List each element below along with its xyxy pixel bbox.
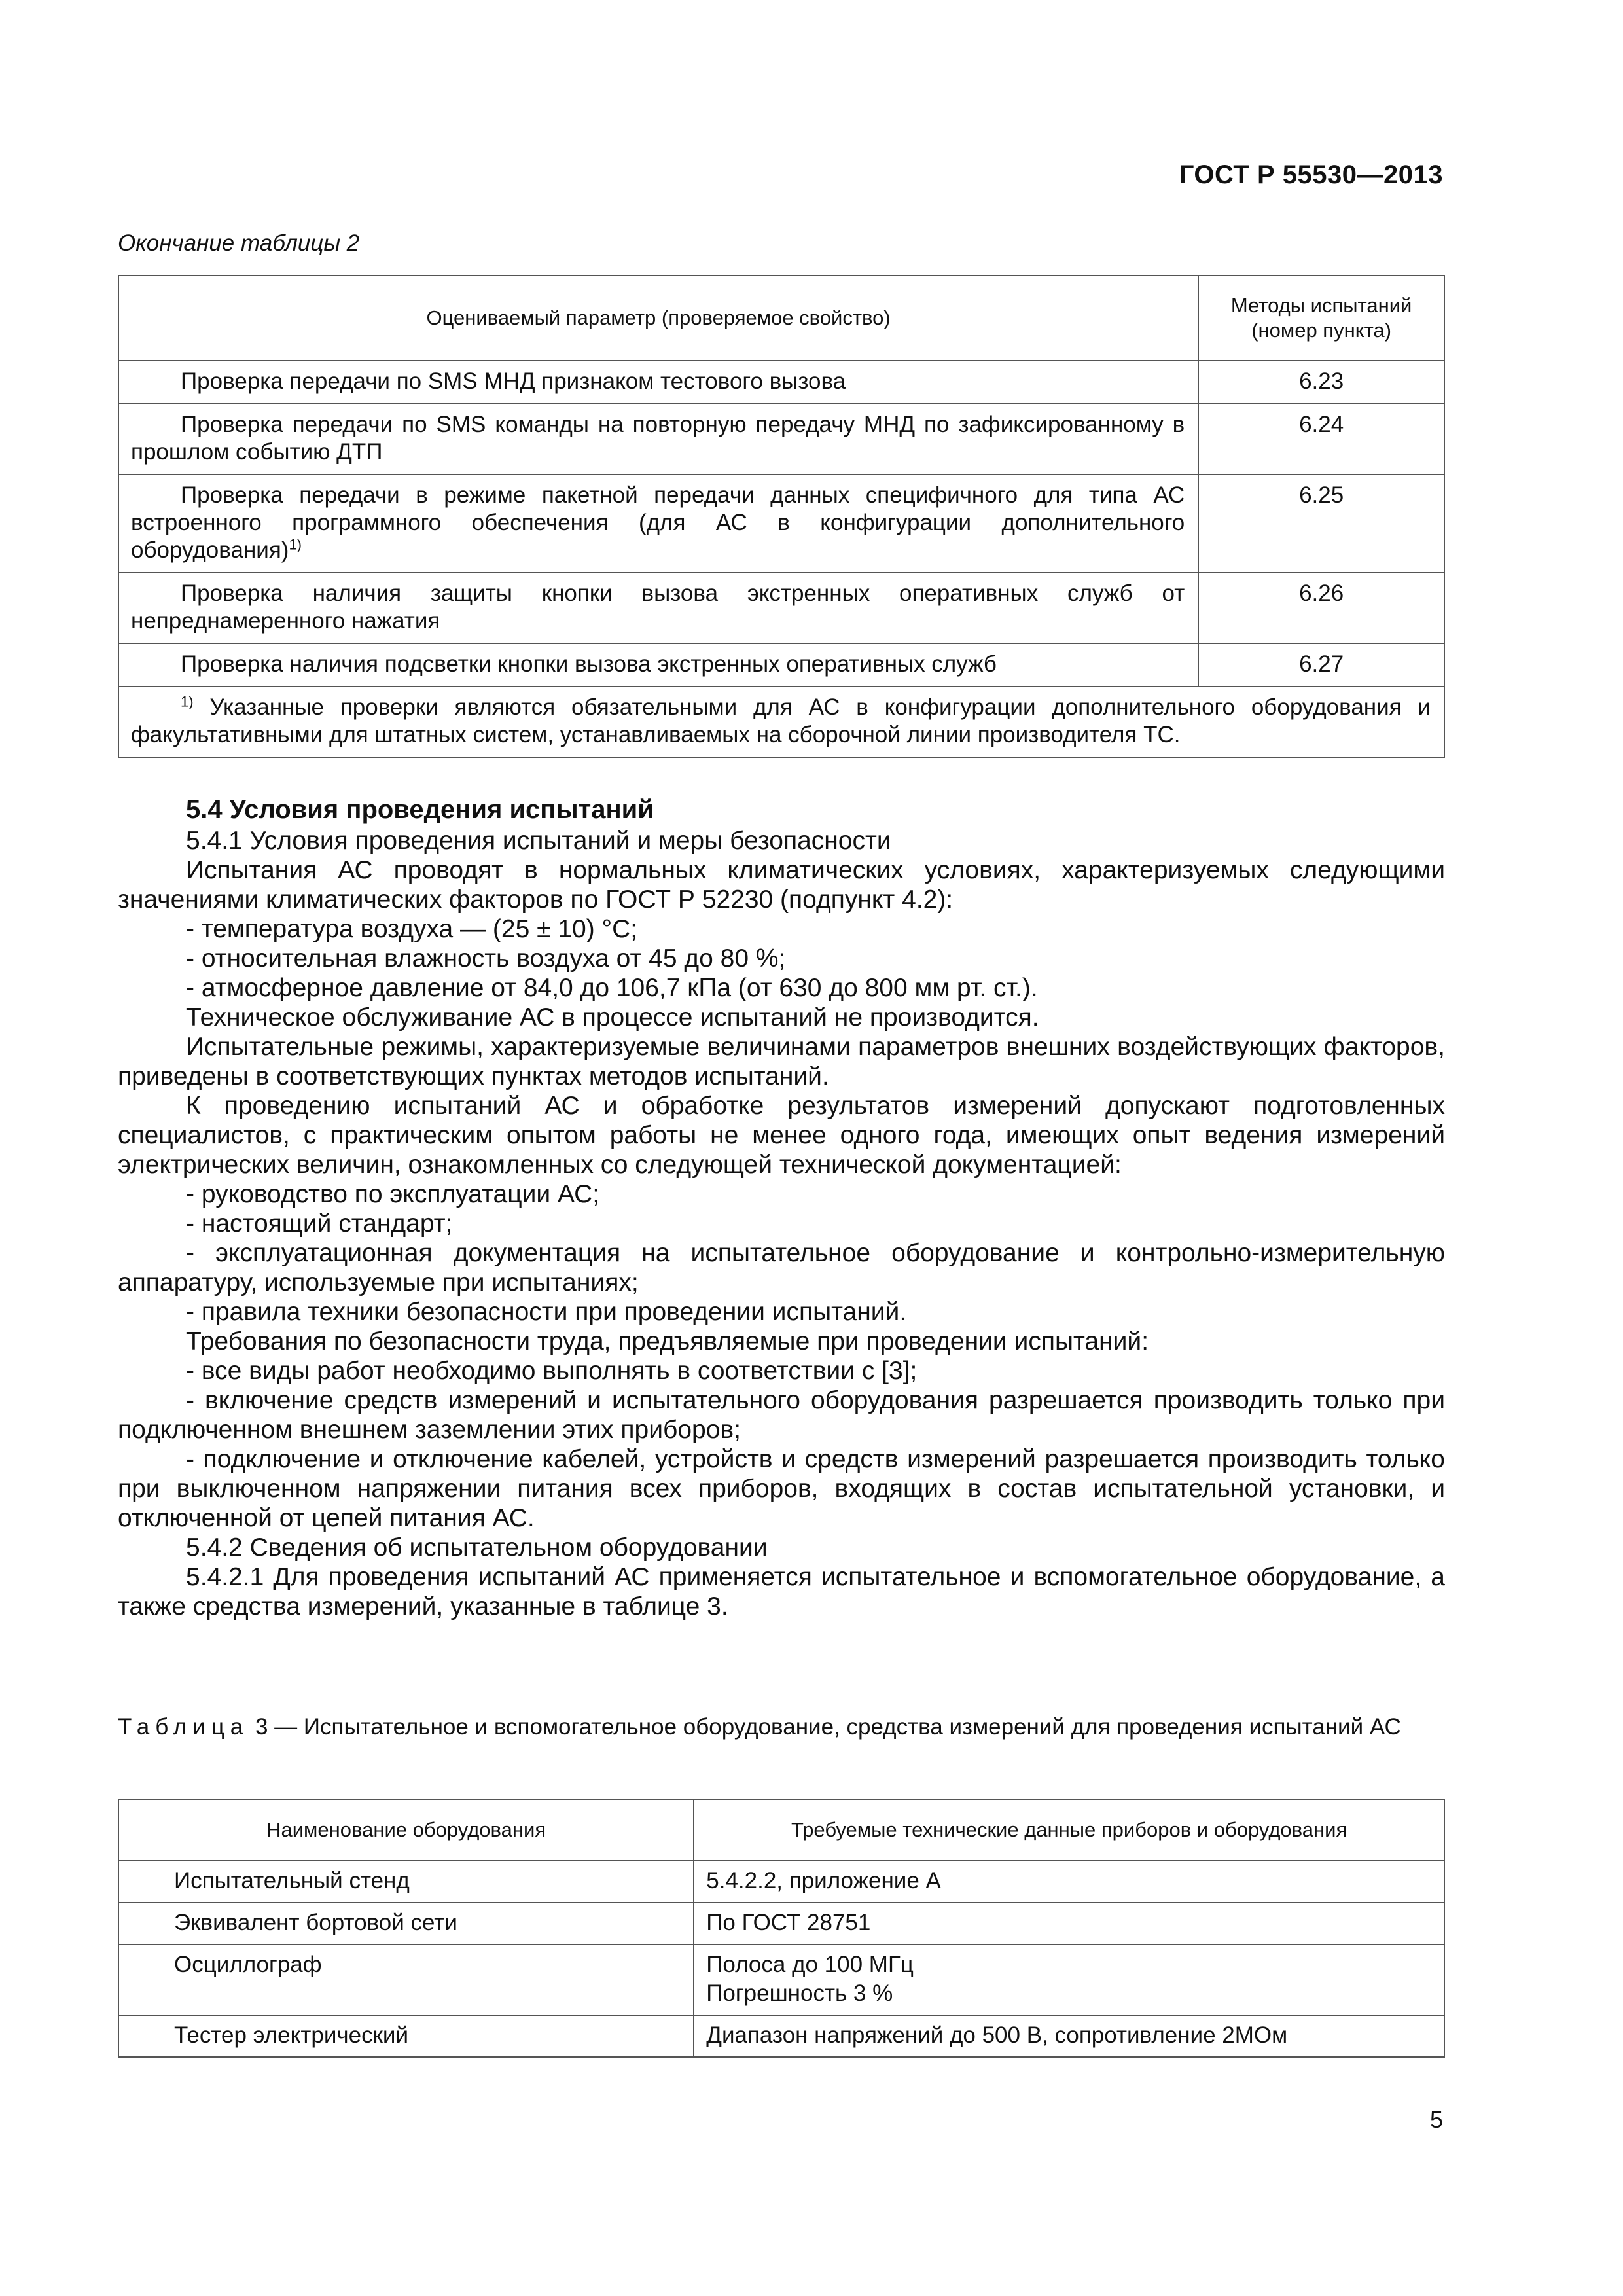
section-heading: 5.4 Условия проведения испытаний — [186, 795, 654, 824]
column-header-method: Методы испытаний (номер пункта) — [1198, 276, 1444, 361]
table-row — [118, 643, 1444, 687]
paragraph: Техническое обслуживание АС в процессе испытаний не производится. — [186, 1003, 1039, 1031]
method-cell: 6.24 — [1198, 404, 1444, 475]
paragraph: 5.4.2.1 Для проведения испытаний АС применяется испытательное и вспомогательное оборудование, а также средства измерений, указанные в таблице 3. — [118, 1563, 1445, 1621]
equipment-name-cell: Осциллограф — [118, 1945, 694, 2015]
paragraph: К проведению испытаний АС и обработке результатов измерений допускают подготовленных специалистов, с практическим опытом работы не менее одного года, имеющих опыт ведения измерений электрических величин, ознакомленных со следующей технической документацией: — [118, 1092, 1445, 1179]
table-footnote: $^{1)}$ Указанные проверки являются обязательными для АС в конфигурации дополнительного оборудования и факультативными для штатных систем, устанавливаемых на сборочной линии производителя ТС. — [118, 687, 1444, 757]
table-row — [118, 361, 1444, 404]
table-row — [118, 1945, 1444, 2015]
list-item: - руководство по эксплуатации АС; — [186, 1180, 600, 1208]
table-3 — [118, 1799, 1445, 2058]
method-cell: 6.23 — [1198, 361, 1444, 404]
paragraph: Требования по безопасности труда, предъявляемые при проведении испытаний: — [186, 1327, 1149, 1355]
paragraph: 5.4.2 Сведения об испытательном оборудовании — [186, 1534, 768, 1562]
list-item: - эксплуатационная документация на испытательное оборудование и контрольно-измерительную аппаратуру, используемые при испытаниях; — [118, 1239, 1445, 1297]
paragraph: Испытательные режимы, характеризуемые величинами параметров внешних воздействующих факторов, приведены в соответствующих пунктах методов испытаний. — [118, 1033, 1445, 1090]
table2-continuation-caption: Окончание таблицы 2 — [118, 230, 360, 256]
equipment-data-cell: Полоса до 100 МГц Погрешность 3 % — [694, 1945, 1444, 2015]
paragraph: Испытания АС проводят в нормальных климатических условиях, характеризуемых следующими значениями климатических факторов по ГОСТ Р 52230 (подпункт 4.2): — [118, 856, 1445, 914]
table-header-row — [118, 276, 1444, 361]
equipment-data-cell: Диапазон напряжений до 500 В, сопротивление 2МОм — [694, 2015, 1444, 2057]
equipment-data-cell: По ГОСТ 28751 — [694, 1903, 1444, 1945]
table3-caption-label: Таблица — [118, 1714, 249, 1740]
table-row — [118, 475, 1444, 573]
list-item: - все виды работ необходимо выполнять в соответствии с [3]; — [186, 1357, 918, 1385]
list-item: - правила техники безопасности при проведении испытаний. — [186, 1298, 907, 1326]
section-5-4 — [118, 793, 1445, 1621]
table3-caption — [118, 1713, 1445, 1741]
table-row — [118, 573, 1444, 643]
list-item: - относительная влажность воздуха от 45 до 80 %; — [186, 944, 786, 973]
equipment-name-cell: Эквивалент бортовой сети — [118, 1903, 694, 1945]
param-cell: Проверка передачи по SMS МНД признаком тестового вызова — [118, 361, 1198, 404]
table-header-row — [118, 1799, 1444, 1861]
equipment-name-cell: Тестер электрический — [118, 2015, 694, 2057]
method-cell: 6.25 — [1198, 475, 1444, 573]
column-header-name: Наименование оборудования — [118, 1799, 694, 1861]
param-cell: Проверка наличия подсветки кнопки вызова экстренных оперативных служб — [118, 643, 1198, 687]
list-item: - включение средств измерений и испытательного оборудования разрешается производить только при подключенном внешнем заземлении этих приборов; — [118, 1386, 1445, 1444]
method-cell: 6.26 — [1198, 573, 1444, 643]
equipment-name-cell: Испытательный стенд — [118, 1861, 694, 1903]
page-number: 5 — [1429, 2106, 1443, 2133]
method-cell: 6.27 — [1198, 643, 1444, 687]
list-item: - настоящий стандарт; — [186, 1210, 453, 1238]
table-row — [118, 2015, 1444, 2057]
table-row — [118, 1861, 1444, 1903]
param-cell: Проверка передачи по SMS команды на повторную передачу МНД по зафиксированному в прошлом событию ДТП — [118, 404, 1198, 475]
column-header-data: Требуемые технические данные приборов и оборудования — [694, 1799, 1444, 1861]
column-header-param: Оцениваемый параметр (проверяемое свойство) — [118, 276, 1198, 361]
paragraph: 5.4.1 Условия проведения испытаний и меры безопасности — [186, 827, 891, 855]
param-cell: Проверка передачи в режиме пакетной передачи данных специфичного для типа АС встроенного программного обеспечения (для АС в конфигурации дополнительного оборудования)$^{1)}$ — [118, 475, 1198, 573]
table3-caption-text: 3 — Испытательное и вспомогательное оборудование, средства измерений для проведения испытаний АС — [255, 1714, 1401, 1740]
table-row — [118, 1903, 1444, 1945]
footnote-mark: 1) — [181, 693, 194, 710]
list-item: - температура воздуха — (25 ± 10) °С; — [186, 915, 638, 943]
table-footnote-row — [118, 687, 1444, 757]
param-cell: Проверка наличия защиты кнопки вызова экстренных оперативных служб от непреднамеренного нажатия — [118, 573, 1198, 643]
document-id: ГОСТ Р 55530—2013 — [1179, 160, 1443, 189]
footnote-ref: 1) — [289, 536, 302, 553]
table-row — [118, 404, 1444, 475]
table-2 — [118, 275, 1445, 758]
list-item: - подключение и отключение кабелей, устройств и средств измерений разрешается производить только при выключенном напряжении питания всех приборов, входящих в состав испытательной установки, и отключенной от цепей питания АС. — [118, 1445, 1445, 1532]
equipment-data-cell: 5.4.2.2, приложение А — [694, 1861, 1444, 1903]
list-item: - атмосферное давление от 84,0 до 106,7 кПа (от 630 до 800 мм рт. ст.). — [186, 974, 1038, 1002]
